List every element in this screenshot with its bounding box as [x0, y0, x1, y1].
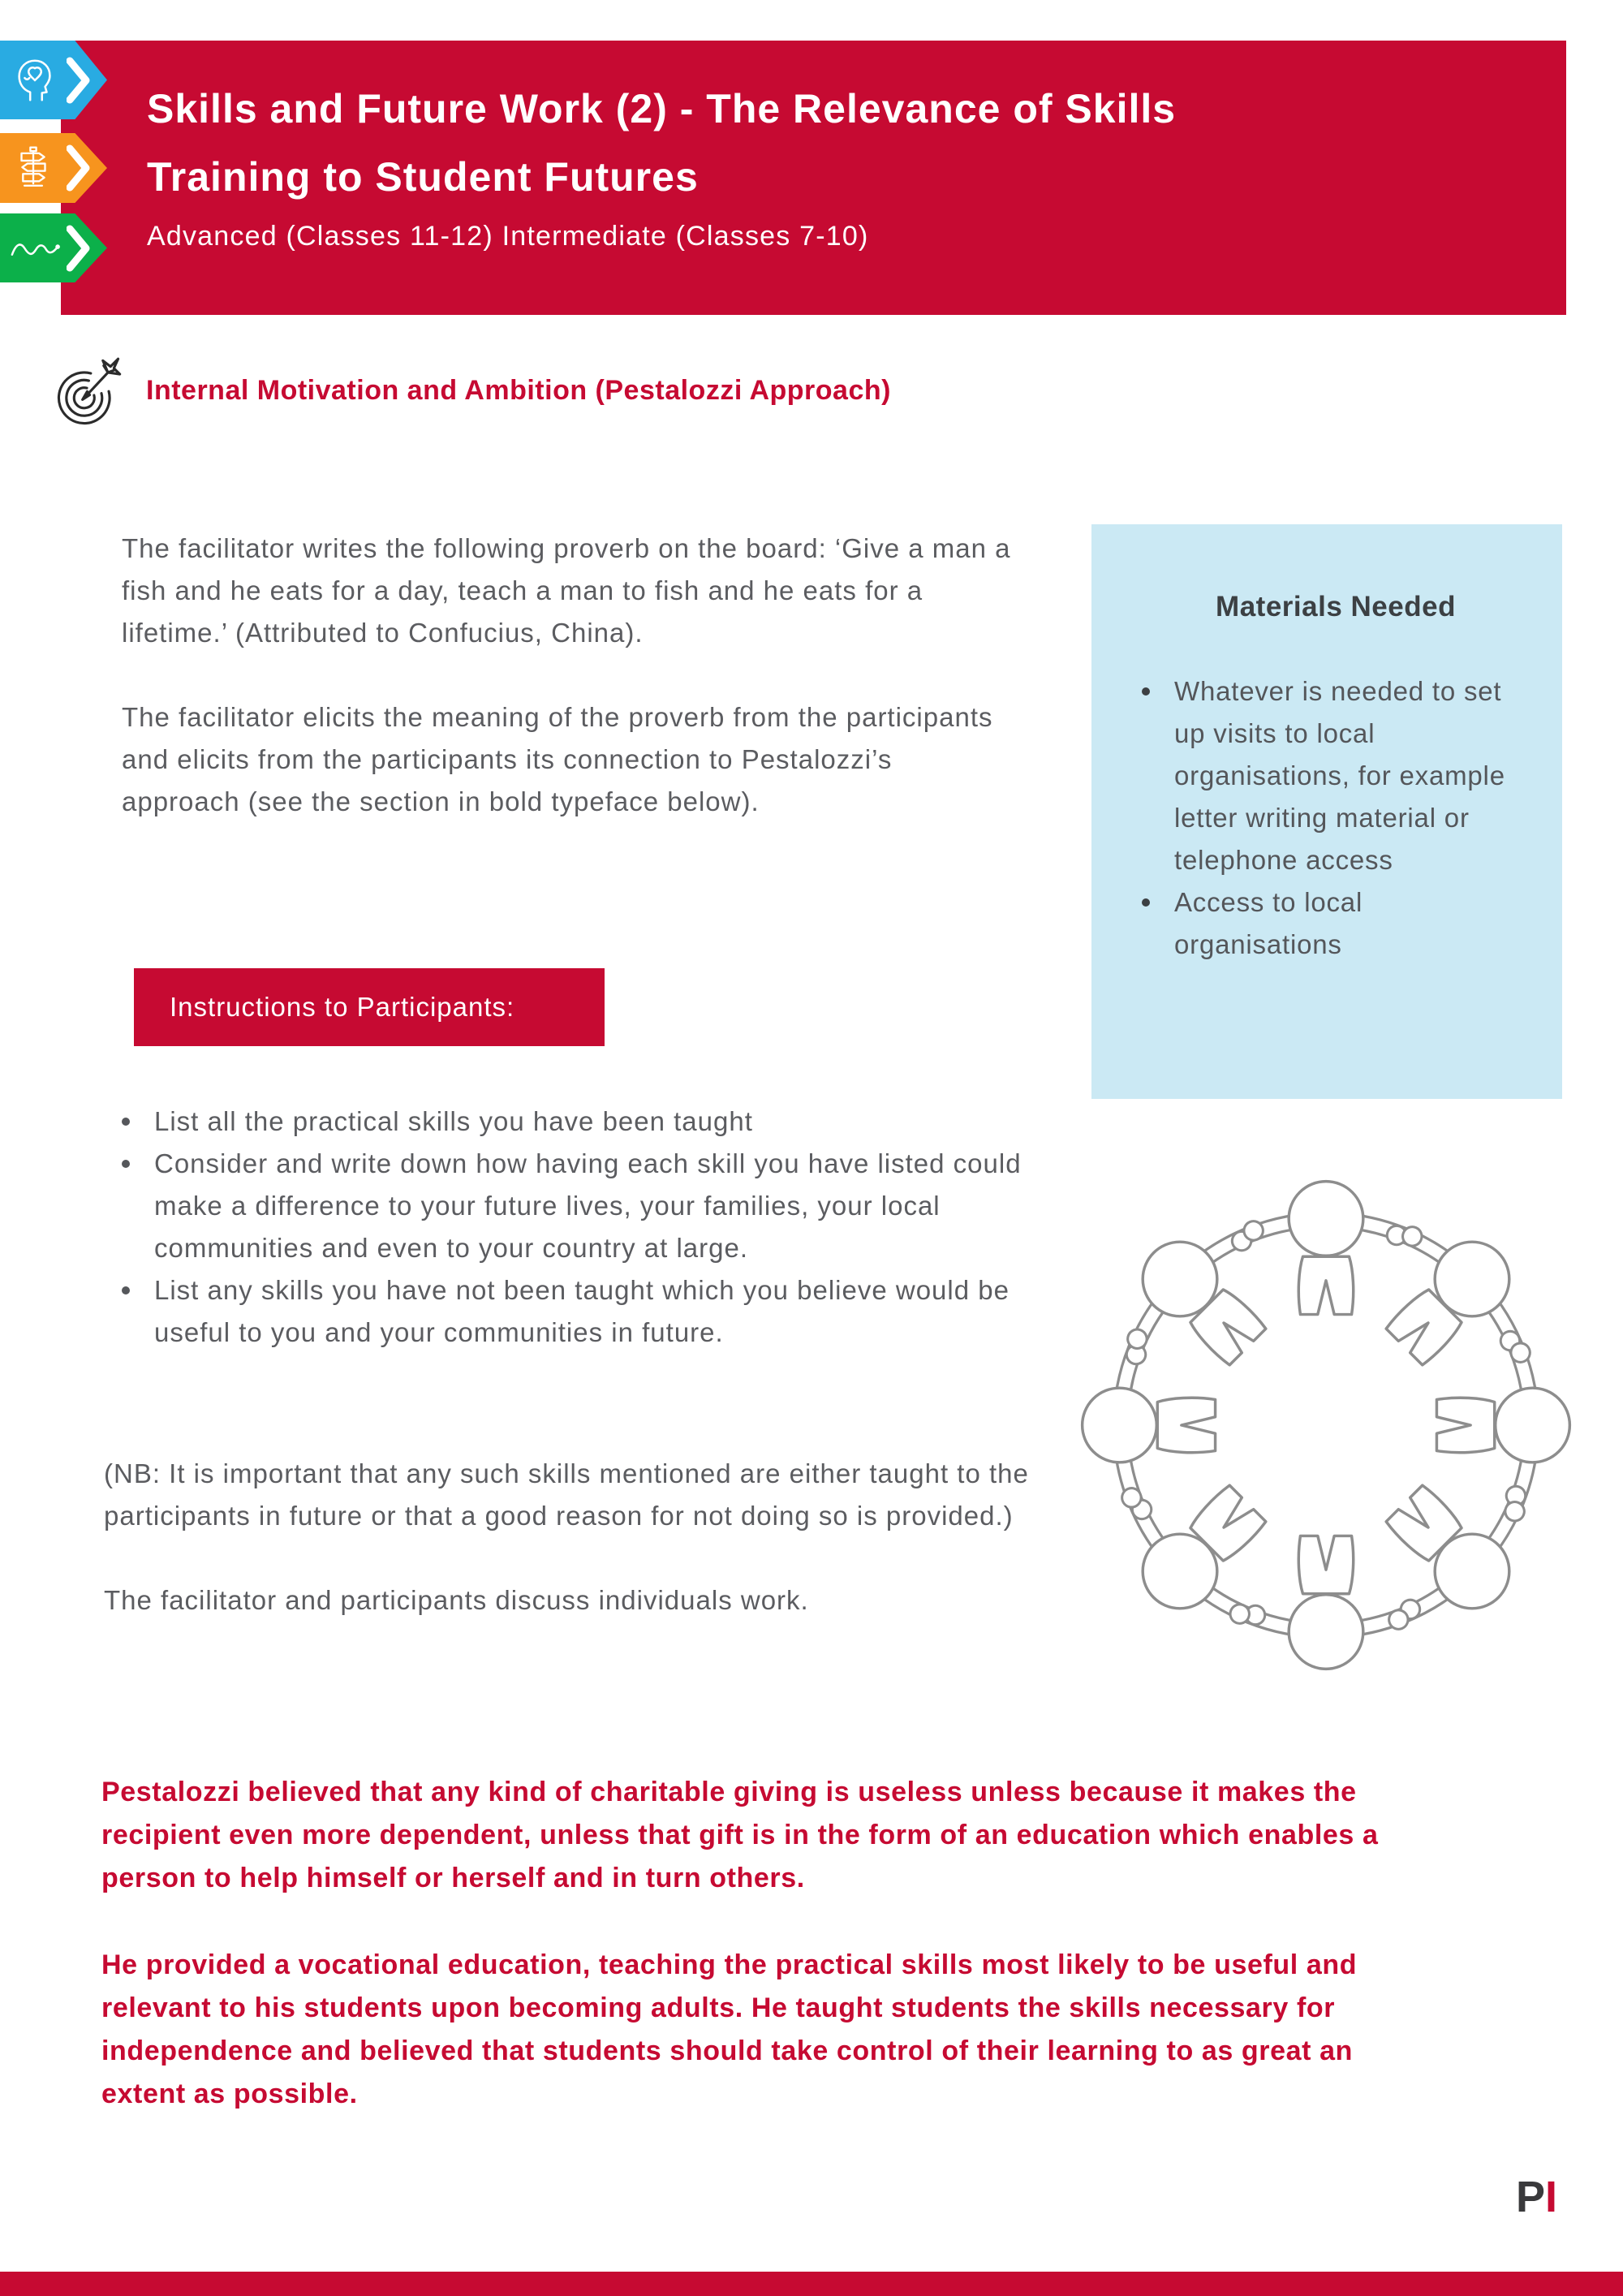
pi-logo-letter-p: P [1516, 2173, 1546, 2221]
intro-paragraph-2: The facilitator elicits the meaning of the proverb from the participants and elicits from the participants its connection to Pestalozzi’s approach (see the section in bold typeface below). [122, 702, 993, 816]
section-heading: Internal Motivation and Ambition (Pestalozzi Approach) [146, 375, 891, 406]
footer-bar [0, 2272, 1623, 2296]
trend-wave-icon [10, 223, 60, 274]
chevron-right-icon [67, 144, 91, 192]
pi-logo [1516, 2172, 1557, 2222]
task-item: List any skills you have not been taught which you believe would be useful to you and your communities in future. [115, 1269, 1040, 1354]
task-item: List all the practical skills you have been taught [115, 1101, 1040, 1143]
discussion-line: The facilitator and participants discuss individuals work. [104, 1585, 809, 1615]
materials-item: Access to local organisations [1137, 881, 1535, 966]
chevron-right-icon [67, 57, 91, 104]
pestalozzi-notes [101, 1771, 1392, 2116]
head-heart-icon [10, 55, 60, 106]
task-item: Consider and write down how having each skill you have listed could make a difference to your future lives, your families, your local communities and even to your country at large. [115, 1143, 1040, 1269]
instructions-label: Instructions to Participants: [170, 992, 515, 1022]
pestalozzi-note-1: Pestalozzi believed that any kind of charitable giving is useless unless because it makes the recipient even more dependent, unless that gift is in the form of an education which enables a person to help himself or herself and in turn others. [101, 1777, 1379, 1893]
page-title-line-1: Skills and Future Work (2) - The Relevance of Skills [147, 86, 1177, 131]
materials-needed-box [1091, 524, 1562, 1099]
nb-note: (NB: It is important that any such skills mentioned are either taught to the participants in future or that a good reason for not doing so is provided.) [104, 1458, 1029, 1531]
instructions-label-box [134, 968, 605, 1046]
people-circle-illustration [1053, 1152, 1599, 1698]
intro-paragraphs [122, 528, 1014, 823]
chevron-right-icon [67, 225, 91, 272]
nb-block [104, 1453, 1061, 1622]
pi-logo-letter-i: I [1545, 2173, 1558, 2221]
pestalozzi-note-2: He provided a vocational education, teaching the practical skills most likely to be useful and relevant to his students upon becoming adults. He taught students the skills necessary for independence and believed that students should take control of their learning to as great an extent as possible. [101, 1949, 1358, 2109]
materials-heading: Materials Needed [1216, 591, 1456, 622]
materials-item: Whatever is needed to set up visits to local organisations, for example letter writing material or telephone access [1137, 670, 1535, 881]
page-subtitle: Advanced (Classes 11-12) Intermediate (Classes 7-10) [147, 221, 869, 252]
page-title [147, 75, 1534, 211]
page-title-line-2: Training to Student Futures [147, 154, 699, 200]
signpost-icon [10, 144, 57, 192]
target-dart-icon [50, 352, 127, 433]
intro-paragraph-1: The facilitator writes the following proverb on the board: ‘Give a man a fish and he eats for a day, teach a man to fish and he eats for a lifetime.’ (Attributed to Confucius, China). [122, 533, 1011, 648]
task-list [115, 1101, 1040, 1354]
header-banner [61, 41, 1566, 315]
